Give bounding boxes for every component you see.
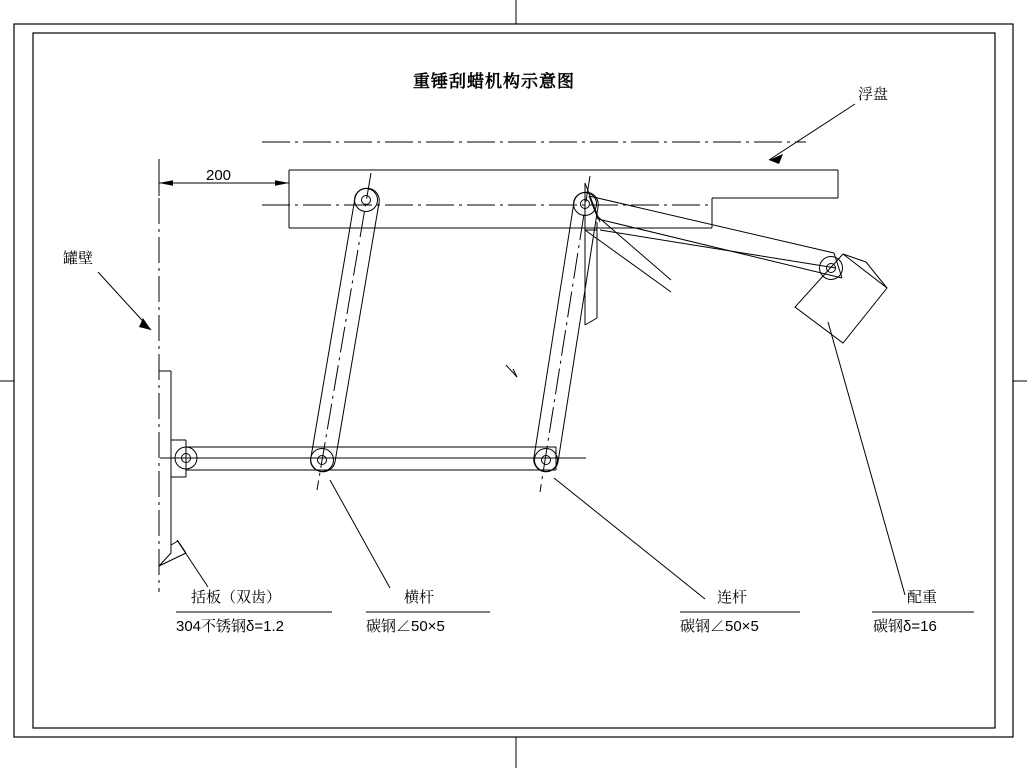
- sheet-border: [14, 24, 1013, 737]
- counterweight-arm: [589, 196, 842, 278]
- counterweight-block: [795, 254, 887, 343]
- callout-connecting-rod: 连杆: [717, 589, 748, 606]
- cross-bar-geometry: [186, 447, 586, 470]
- pointer-mark: [506, 365, 517, 377]
- drawing-title: 重锤刮蜡机构示意图: [413, 72, 575, 91]
- spec-scraper-plate: 304不锈钢δ=1.2: [176, 618, 284, 635]
- right-link-geometry: [534, 176, 599, 492]
- spec-connecting-rod: 碳钢∠50×5: [680, 618, 759, 635]
- spec-cross-bar: 碳钢∠50×5: [366, 618, 445, 635]
- callout-tank-wall: 罐壁: [63, 250, 94, 267]
- float-pan-geometry: [262, 142, 838, 228]
- left-link-geometry: [311, 173, 380, 490]
- spec-counterweight: 碳钢δ=16: [873, 618, 937, 635]
- callout-counterweight: 配重: [907, 589, 938, 606]
- callout-scraper-plate: 括板（双齿）: [191, 589, 282, 606]
- scraper-plate-geometry: [159, 371, 214, 566]
- callout-cross-bar: 横杆: [404, 589, 435, 606]
- dimension-200-label: 200: [206, 167, 232, 184]
- callout-float-pan: 浮盘: [858, 86, 889, 103]
